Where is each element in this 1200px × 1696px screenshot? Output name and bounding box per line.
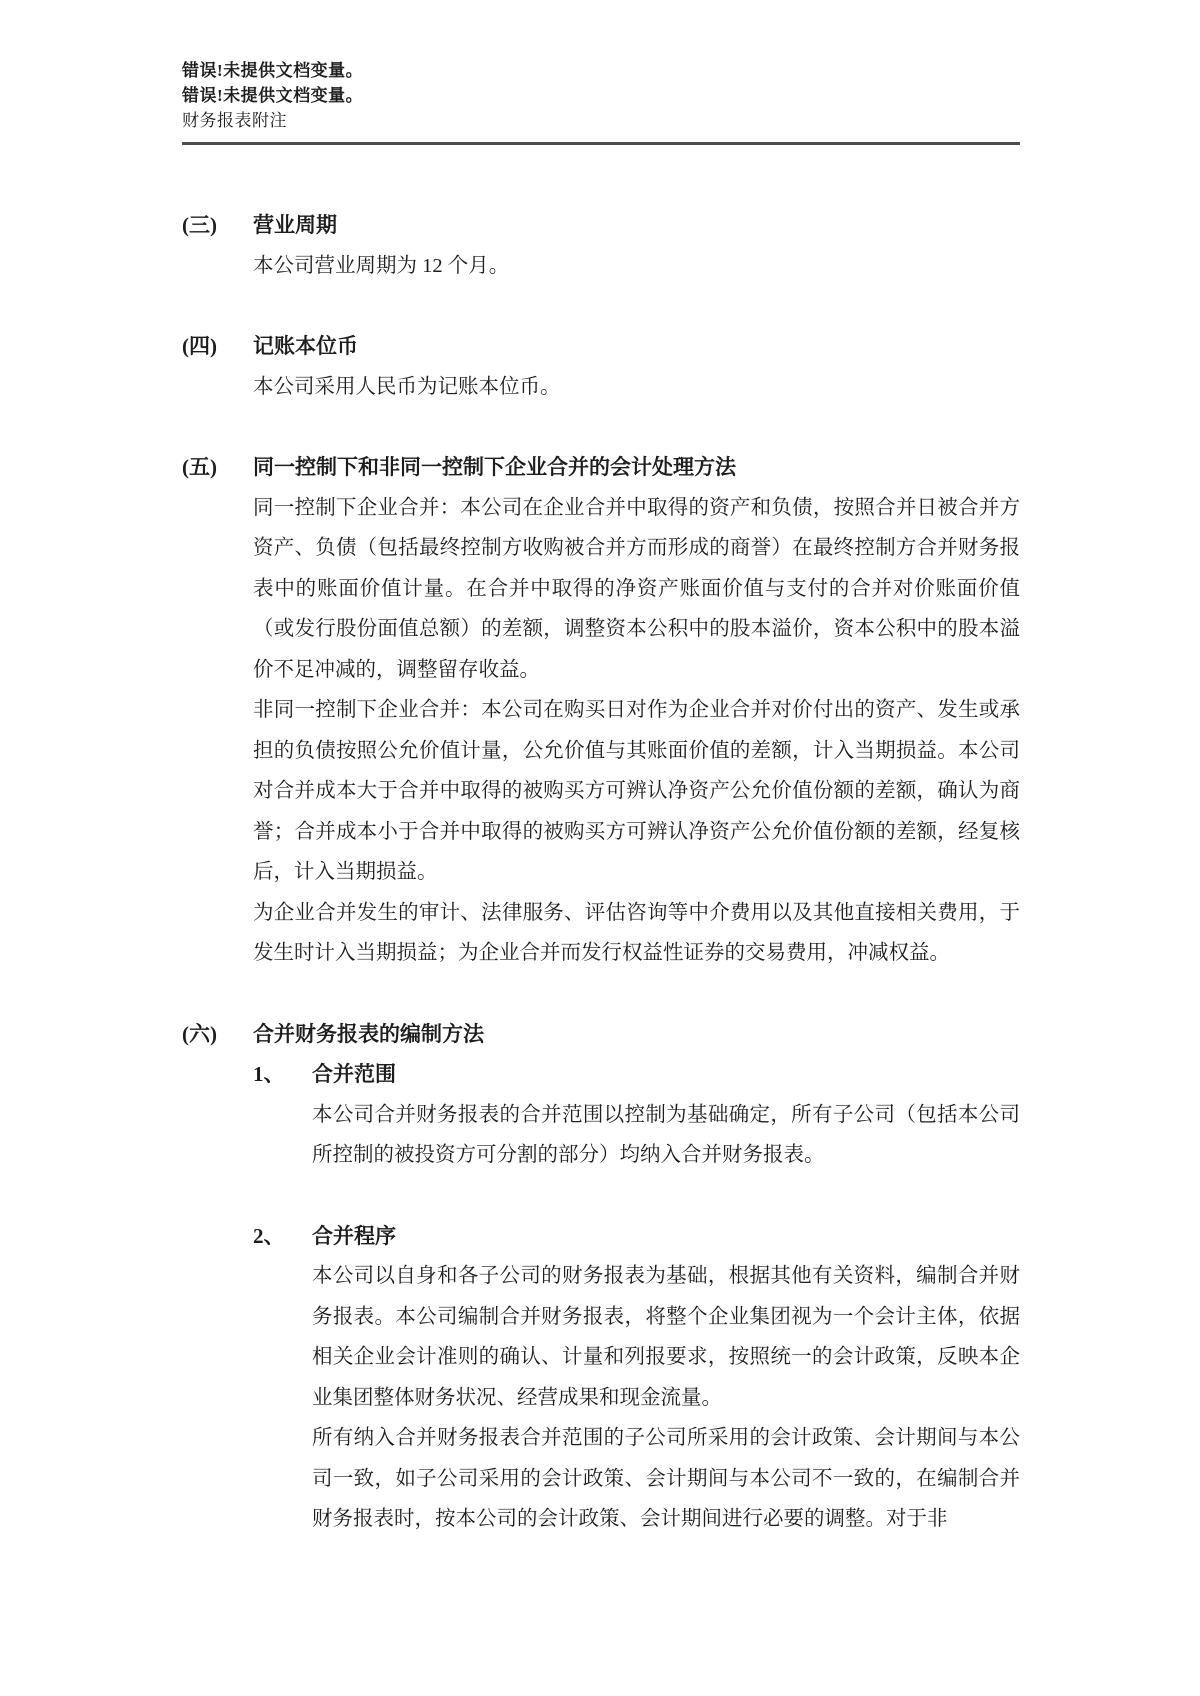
section-title: 同一控制下和非同一控制下企业合并的会计处理方法 [253, 455, 736, 479]
section-business-combination [182, 447, 1020, 974]
section-title: 合并财务报表的编制方法 [253, 1021, 484, 1046]
paragraph: 非同一控制下企业合并：本公司在购买日对作为企业合并对价付出的资产、发生或承担的负债按照公允价值计量，公允价值与其账面价值的差额，计入当期损益。本公司对合并成本大于合并中取得的被购买方可辨认净资产公允价值份额的差额，确认为商誉；合并成本小于合并中取得的被购买方可辨认净资产公允价值份额的差额，经复核后，计入当期损益。 [253, 699, 1020, 883]
subsection-heading [253, 1216, 1020, 1257]
section-title: 记账本位币 [253, 334, 358, 358]
subsection-heading [253, 1054, 1020, 1095]
section-label: (六) [182, 1021, 217, 1046]
subsection-number: 1、 [253, 1062, 285, 1086]
header-divider [182, 142, 1020, 145]
paragraph: 本公司以自身和各子公司的财务报表为基础，根据其他有关资料，编制合并财务报表。本公司编制合并财务报表，将整个企业集团视为一个会计主体，依据相关企业会计准则的确认、计量和列报要求，按照统一的会计政策，反映本企业集团整体财务状况、经营成果和现金流量。 [312, 1265, 1020, 1409]
section-label: (三) [182, 213, 217, 237]
subsection-number: 2、 [253, 1223, 285, 1248]
section-heading [182, 205, 1020, 246]
section-heading [182, 1014, 1020, 1055]
header-doc-title: 财务报表附注 [182, 111, 287, 130]
section-label: (五) [182, 455, 217, 479]
section-label: (四) [182, 334, 217, 358]
section-functional-currency [182, 326, 1020, 407]
header-error-line-1: 错误!未提供文档变量。 [182, 61, 364, 80]
paragraph: 本公司营业周期为 12 个月。 [253, 254, 510, 277]
document-header [182, 58, 1020, 145]
paragraph: 为企业合并发生的审计、法律服务、评估咨询等中介费用以及其他直接相关费用，于发生时计入当期损益；为企业合并而发行权益性证券的交易费用，冲减权益。 [253, 901, 1020, 964]
section-operating-cycle [182, 205, 1020, 286]
paragraph: 同一控制下企业合并：本公司在企业合并中取得的资产和负债，按照合并日被合并方资产、负债（包括最终控制方收购被合并方而形成的商誉）在最终控制方合并财务报表中的账面价值计量。在合并中取得的净资产账面价值与支付的合并对价账面价值（或发行股份面值总额）的差额，调整资本公积中的股本溢价，资本公积中的股本溢价不足冲减的，调整留存收益。 [253, 496, 1020, 681]
subsection-consolidation-procedure [182, 1216, 1020, 1540]
paragraph: 本公司合并财务报表的合并范围以控制为基础确定，所有子公司（包括本公司所控制的被投资方可分割的部分）均纳入合并财务报表。 [312, 1103, 1020, 1166]
subsection-title: 合并范围 [312, 1062, 396, 1086]
paragraph: 所有纳入合并财务报表合并范围的子公司所采用的会计政策、会计期间与本公司一致，如子公司采用的会计政策、会计期间与本公司不一致的，在编制合并财务报表时，按本公司的会计政策、会计期间进行必要的调整。对于非 [312, 1427, 1020, 1530]
header-error-line-2: 错误!未提供文档变量。 [182, 86, 364, 105]
section-heading [182, 447, 1020, 488]
subsection-title: 合并程序 [312, 1223, 396, 1248]
subsection-consolidation-scope [182, 1054, 1020, 1176]
section-heading [182, 326, 1020, 367]
paragraph: 本公司采用人民币为记账本位币。 [253, 375, 561, 398]
section-title: 营业周期 [253, 213, 337, 237]
section-consolidated-statements [182, 1014, 1020, 1540]
